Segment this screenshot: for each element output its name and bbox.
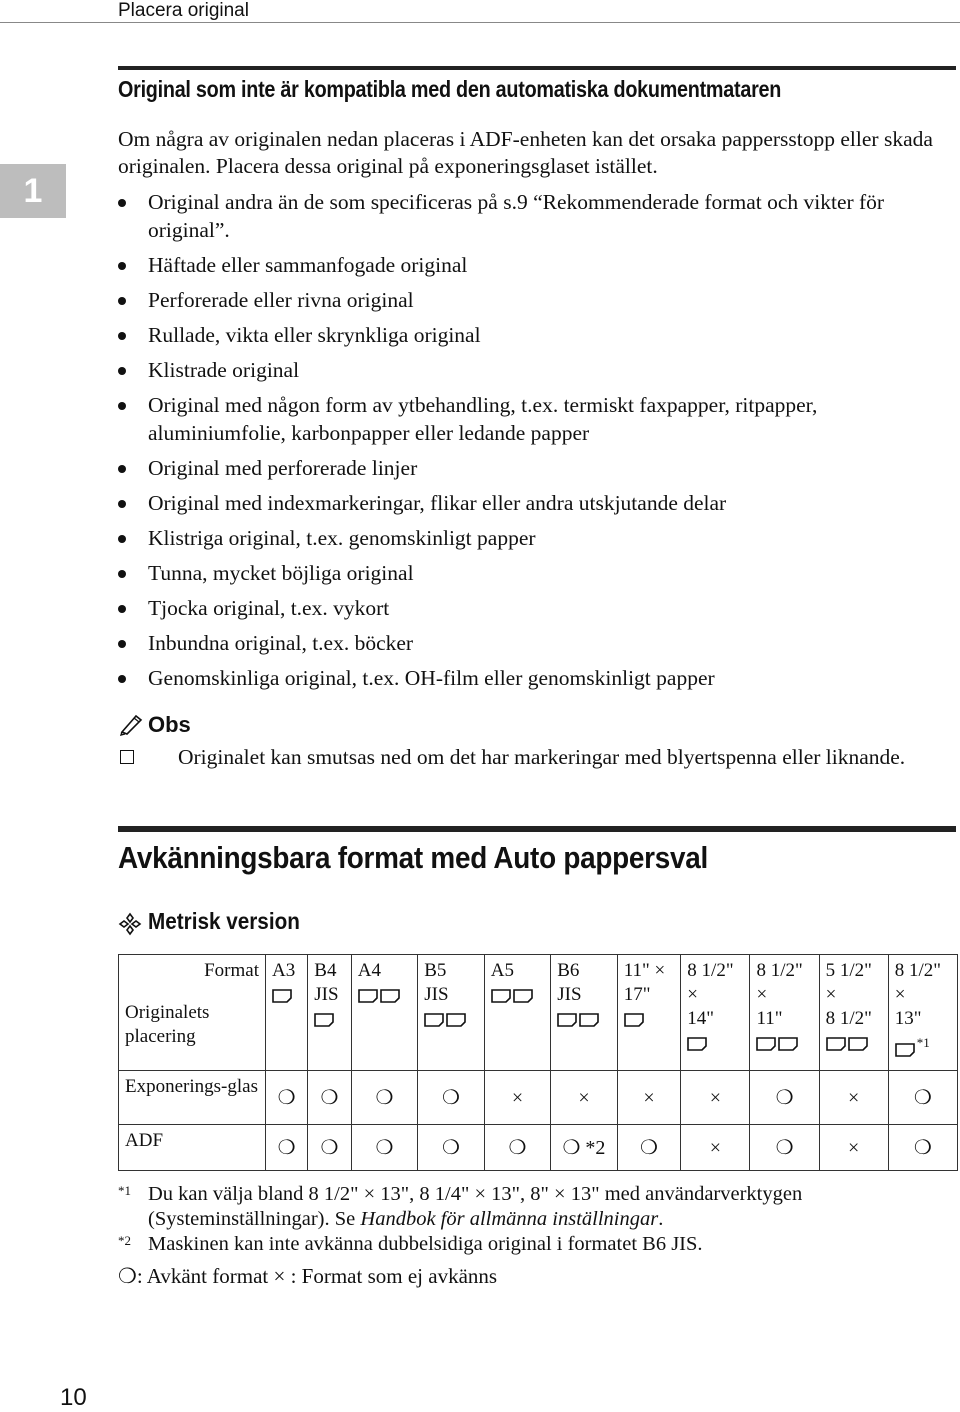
detection-cell: ❍ [418, 1071, 484, 1125]
list-item: Klistrade original [118, 356, 958, 384]
section-title: Original som inte är kompatibla med den automatiska dokumentmataren [118, 76, 782, 102]
format-label: 13" [894, 1008, 922, 1029]
format-label: B5 [424, 960, 447, 981]
pencil-icon [118, 712, 146, 736]
format-detection-table [118, 954, 958, 1171]
bullet-icon [118, 535, 126, 543]
footnote-ref: *1 [916, 1035, 930, 1050]
footnote-text: Du kan välja bland 8 1/2" × 13", 8 1/4" × 13", 8" × 13" med användarverktygen (Systeminställningar). Se Handbok för allmänna inställningar. [148, 1183, 803, 1230]
note-text: Originalet kan smutsas ned om det har markeringar med blyertspenna eller liknande. [178, 745, 906, 769]
format-label: A3 [272, 960, 296, 981]
footnote-text: Maskinen kan inte avkänna dubbelsidiga original i formatet B6 JIS. [148, 1233, 703, 1255]
detection-cell: ❍ [308, 1125, 352, 1171]
list-item: Original med någon form av ytbehandling, t.ex. termiskt faxpapper, ritpapper, aluminiumfolie, karbonpapper eller ledande papper [118, 391, 958, 447]
placement-label: ADF [119, 1125, 266, 1171]
landscape-page-icon [895, 1038, 917, 1059]
detection-cell: ❍ [308, 1071, 352, 1125]
bullet-icon [118, 500, 126, 508]
bullet-icon [118, 199, 126, 207]
detection-cell: ❍ [351, 1125, 417, 1171]
format-label: 11" [756, 1008, 783, 1029]
portrait-landscape-page-icon [424, 1008, 468, 1029]
detection-cell: ❍ [418, 1125, 484, 1171]
format-label: × [825, 984, 837, 1005]
landscape-page-icon [272, 984, 294, 1005]
list-item: Inbundna original, t.ex. böcker [118, 629, 958, 657]
format-column-header [418, 955, 484, 1071]
list-item: Original med perforerade linjer [118, 454, 958, 482]
list-item: Perforerade eller rivna original [118, 286, 958, 314]
placement-label: Exponerings-glas [119, 1071, 266, 1125]
placement-header: Originalets placering [125, 1002, 210, 1047]
incompatible-originals-list [118, 188, 958, 699]
detection-cell: ❍ [266, 1071, 308, 1125]
format-label: JIS [314, 984, 339, 1005]
list-item: Rullade, vikta eller skrynkliga original [118, 321, 958, 349]
format-label: 8 1/2" [825, 1008, 872, 1029]
portrait-landscape-page-icon [557, 1008, 601, 1029]
detection-cell: ❍ [266, 1125, 308, 1171]
format-label: B6 [557, 960, 580, 981]
format-column-header [617, 955, 681, 1071]
list-item: Tunna, mycket böjliga original [118, 559, 958, 587]
detection-cell: ❍ [888, 1125, 957, 1171]
table-corner-header [119, 955, 266, 1071]
format-column-header [888, 955, 957, 1071]
bullet-icon [118, 465, 126, 473]
landscape-page-icon [314, 1008, 336, 1029]
footnote-mark: *2 [118, 1233, 131, 1248]
list-item: Häftade eller sammanfogade original [118, 251, 958, 279]
bullet-icon [118, 367, 126, 375]
detection-cell: × [681, 1125, 750, 1171]
detection-cell: × [819, 1125, 888, 1171]
bullet-icon [118, 570, 126, 578]
format-column-header [750, 955, 819, 1071]
format-label: B4 [314, 960, 337, 981]
intro-paragraph: Om några av originalen nedan placeras i ADF-enheten kan det orsaka pappersstopp eller skada originalen. Placera dessa original på exponeringsglaset istället. [118, 127, 933, 178]
format-column-header [484, 955, 550, 1071]
format-label: 5 1/2" [825, 960, 872, 981]
header-divider [0, 22, 960, 23]
list-item: Tjocka original, t.ex. vykort [118, 594, 958, 622]
bullet-icon [118, 605, 126, 613]
portrait-landscape-page-icon [756, 1032, 800, 1053]
bullet-icon [118, 640, 126, 648]
format-label: × [756, 984, 768, 1005]
note-title: Obs [148, 712, 191, 737]
portrait-landscape-page-icon [826, 1032, 870, 1053]
format-column-header [266, 955, 308, 1071]
format-column-header [308, 955, 352, 1071]
detection-cell: × [681, 1071, 750, 1125]
detection-cell: ❍ [750, 1125, 819, 1171]
page-number: 10 [60, 1384, 87, 1411]
format-label: × [894, 984, 906, 1005]
format-label: JIS [424, 984, 449, 1005]
format-column-header [819, 955, 888, 1071]
portrait-landscape-page-icon [491, 984, 535, 1005]
detection-cell: ❍ *2 [551, 1125, 617, 1171]
format-label: A4 [357, 960, 381, 981]
format-label: 14" [687, 1008, 715, 1029]
format-label: 17" [623, 984, 651, 1005]
format-label: A5 [490, 960, 514, 981]
detection-cell: × [819, 1071, 888, 1125]
footnote-mark: *1 [118, 1183, 131, 1198]
footnote-2 [118, 1232, 958, 1260]
detection-cell: ❍ [750, 1071, 819, 1125]
format-label: 8 1/2" [756, 960, 803, 981]
list-item: Genomskinliga original, t.ex. OH-film eller genomskinligt papper [118, 664, 958, 692]
checkbox-icon [120, 750, 134, 764]
format-label: JIS [557, 984, 582, 1005]
section-rule [118, 826, 956, 832]
format-column-header [351, 955, 417, 1071]
chapter-tab: 1 [0, 164, 66, 218]
landscape-page-icon [624, 1008, 646, 1029]
format-label: × [687, 984, 699, 1005]
section-title: Avkänningsbara format med Auto pappersval [118, 840, 708, 875]
symbol-legend: ❍: Avkänt format × : Format som ej avkänns [118, 1264, 498, 1288]
list-item: Klistriga original, t.ex. genomskinligt papper [118, 524, 958, 552]
format-column-header [681, 955, 750, 1071]
bullet-icon [118, 402, 126, 410]
detection-cell: ❍ [617, 1125, 681, 1171]
landscape-page-icon [687, 1032, 709, 1053]
detection-cell: ❍ [888, 1071, 957, 1125]
subsection-title: Metrisk version [148, 908, 300, 934]
detection-cell: ❍ [484, 1125, 550, 1171]
detection-cell: × [617, 1071, 681, 1125]
diamond-bullet-icon [118, 912, 142, 936]
bullet-icon [118, 332, 126, 340]
format-label: 8 1/2" [687, 960, 734, 981]
section-rule [118, 66, 956, 70]
portrait-landscape-page-icon [358, 984, 402, 1005]
format-header: Format [204, 960, 259, 981]
format-column-header [551, 955, 617, 1071]
list-item: Original andra än de som specificeras på s.9 “Rekommenderade format och vikter för original”. [118, 188, 958, 244]
bullet-icon [118, 297, 126, 305]
format-label: 11" × [623, 960, 666, 981]
detection-cell: × [551, 1071, 617, 1125]
bullet-icon [118, 262, 126, 270]
format-label: 8 1/2" [894, 960, 942, 981]
bullet-icon [118, 675, 126, 683]
running-header: Placera original [118, 0, 249, 21]
list-item: Original med indexmarkeringar, flikar eller andra utskjutande delar [118, 489, 958, 517]
detection-cell: × [484, 1071, 550, 1125]
detection-cell: ❍ [351, 1071, 417, 1125]
footnote-1 [118, 1182, 958, 1234]
